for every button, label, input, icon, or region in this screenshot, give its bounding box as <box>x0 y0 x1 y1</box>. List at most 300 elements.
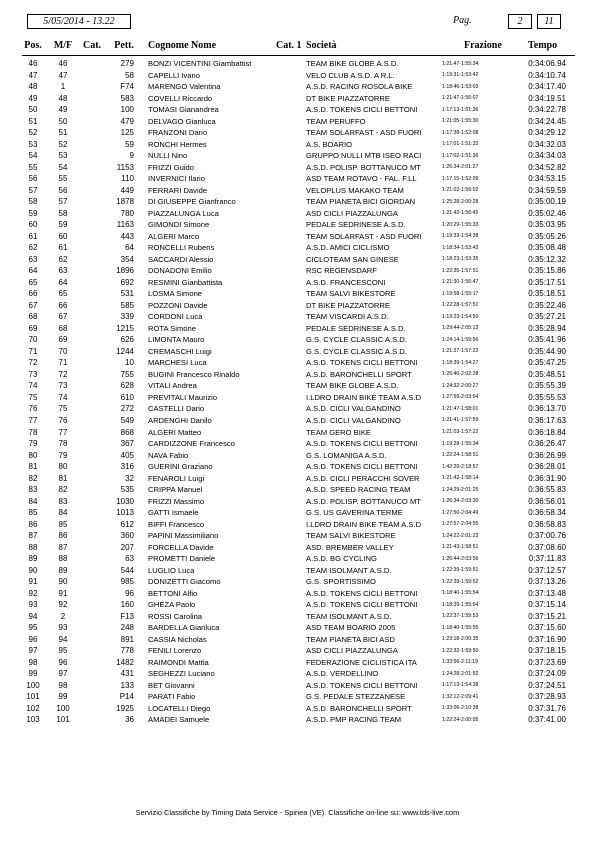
row-frazione: 1:21:05-1:55:30 <box>442 118 479 125</box>
row-tempo: 0:34:52.82 <box>528 162 566 172</box>
col-cat: Cat. <box>83 40 102 51</box>
row-societa: TEAM ISOLMANT A.S.D. <box>306 565 392 575</box>
table-row <box>0 334 595 346</box>
row-pos: 88 <box>28 542 38 552</box>
row-pett: 692 <box>120 277 134 287</box>
col-mf: M/F <box>53 40 73 51</box>
row-mf: 68 <box>58 323 68 333</box>
row-pos: 89 <box>28 554 38 564</box>
row-pos: 103 <box>26 715 40 725</box>
row-societa: A.S.D. BARONCHELLI SPORT <box>306 369 412 379</box>
row-frazione: 1:25:28-2:00:28 <box>442 198 479 205</box>
row-tempo: 0:34:53.15 <box>528 174 566 184</box>
row-mf: 57 <box>58 197 68 207</box>
table-row <box>0 242 595 254</box>
row-pett: 1925 <box>116 703 134 713</box>
row-pett: 367 <box>120 439 134 449</box>
row-pett: 133 <box>120 680 134 690</box>
row-nome: MARCHESI Luca <box>148 358 207 368</box>
row-mf: 94 <box>58 634 68 644</box>
row-societa: A.S.D. TOKENS CICLI BETTONI <box>306 588 418 598</box>
row-pett: 778 <box>120 646 134 656</box>
row-societa: A.S.D. TOKENS CICLI BETTONI <box>306 462 418 472</box>
row-frazione: 1:18:39-1:55:54 <box>442 601 479 608</box>
table-row <box>0 507 595 519</box>
row-mf: 92 <box>58 600 68 610</box>
row-mf: 62 <box>58 254 68 264</box>
table-row <box>0 300 595 312</box>
row-frazione: 1:26:34-2:03:30 <box>442 498 479 505</box>
row-pos: 68 <box>28 312 38 322</box>
row-nome: FRIZZI Massimo <box>148 496 205 506</box>
row-tempo: 0:37:15.21 <box>528 611 566 621</box>
row-pos: 80 <box>28 450 38 460</box>
row-mf: 53 <box>58 151 68 161</box>
row-mf: 50 <box>58 116 68 126</box>
table-row <box>0 265 595 277</box>
row-pett: 207 <box>120 542 134 552</box>
table-header <box>0 40 595 54</box>
row-frazione: 1:22:24-2:00:05 <box>442 716 479 723</box>
row-nome: SEGHEZZI Luciano <box>148 669 215 679</box>
table-row <box>0 139 595 151</box>
row-nome: FORCELLA Davide <box>148 542 214 552</box>
row-pett: 626 <box>120 335 134 345</box>
row-pos: 48 <box>28 82 38 92</box>
row-nome: ALGERI Matteo <box>148 427 202 437</box>
row-mf: 89 <box>58 565 68 575</box>
col-nome: Cognome Nome <box>148 40 217 51</box>
row-nome: BIFFI Francesco <box>148 519 205 529</box>
row-tempo: 0:35:08.48 <box>528 243 566 253</box>
table-row <box>0 346 595 358</box>
row-pett: 64 <box>125 243 134 253</box>
row-frazione: 1:19:23-1:54:50 <box>442 313 479 320</box>
row-societa: TEAM SALVI BIKESTORE <box>306 289 396 299</box>
row-pett: 110 <box>121 174 134 184</box>
row-mf: 100 <box>56 703 70 713</box>
row-mf: 74 <box>58 392 68 402</box>
row-mf: 59 <box>58 220 68 230</box>
table-row <box>0 323 595 335</box>
row-nome: BET Giovanni <box>148 680 195 690</box>
row-tempo: 0:34:34.03 <box>528 151 566 161</box>
row-pos: 60 <box>28 220 38 230</box>
table-row <box>0 645 595 657</box>
row-pett: 628 <box>120 381 134 391</box>
row-pett: 125 <box>120 128 134 138</box>
row-tempo: 0:36:28.01 <box>528 462 566 472</box>
row-pos: 51 <box>28 116 38 126</box>
row-nome: FRANZONI Dario <box>148 128 208 138</box>
row-pett: 59 <box>125 139 134 149</box>
row-societa: A.S.D. TOKENS CICLI BETTONI <box>306 105 418 115</box>
row-tempo: 0:35:47.25 <box>528 358 566 368</box>
row-tempo: 0:35:44.90 <box>528 346 566 356</box>
table-row <box>0 162 595 174</box>
table-row <box>0 496 595 508</box>
row-pett: 96 <box>125 588 134 598</box>
row-mf: 65 <box>58 289 68 299</box>
row-mf: 77 <box>58 427 68 437</box>
row-societa: A.S.D. POLISP. BOTTANUCO MT <box>306 496 421 506</box>
col-cat1: Cat. 1 <box>276 40 302 51</box>
row-tempo: 0:36:58.34 <box>528 508 566 518</box>
row-pos: 56 <box>28 174 38 184</box>
row-pos: 92 <box>28 588 38 598</box>
row-tempo: 0:36:26.47 <box>528 439 566 449</box>
row-pos: 102 <box>26 703 40 713</box>
row-pos: 46 <box>28 59 38 68</box>
row-societa: A.S.D. TOKENS CICLI BETTONI <box>306 358 418 368</box>
footer-credit: Servizio Classifiche by Timing Data Service - Spinea (VE). Classifiche on-line su: www.tds-live.com <box>135 808 460 817</box>
row-nome: POZZONI Davide <box>148 300 208 310</box>
row-societa: CICLOTEAM SAN GINESE <box>306 254 399 264</box>
row-pett: 58 <box>125 70 134 80</box>
row-pett: 1163 <box>116 220 134 230</box>
row-societa: FEDERAZIONE CICLISTICA ITA <box>306 657 417 667</box>
table-row <box>0 657 595 669</box>
row-frazione: 1:21:02-1:56:02 <box>442 187 479 194</box>
row-tempo: 0:37:13.26 <box>528 577 566 587</box>
row-frazione: 1:18:34-1:53:43 <box>442 244 479 251</box>
row-frazione: 1:27:57-2:04:55 <box>442 521 479 528</box>
row-pos: 86 <box>28 519 38 529</box>
row-societa: A.S. BOARIO <box>306 139 352 149</box>
row-pett: 339 <box>120 312 134 322</box>
row-societa: DT BIKE PIAZZATORRE <box>306 300 390 310</box>
row-tempo: 0:36:56.01 <box>528 496 566 506</box>
row-pos: 74 <box>28 381 38 391</box>
row-pett: 610 <box>120 392 134 402</box>
row-societa: DT BIKE PIAZZATORRE <box>306 93 390 103</box>
row-pos: 84 <box>28 496 38 506</box>
row-tempo: 0:37:11.83 <box>528 554 566 564</box>
row-societa: A.S.D. TOKENS CICLI BETTONI <box>306 680 418 690</box>
row-tempo: 0:35:12.32 <box>528 254 566 264</box>
row-pos: 73 <box>28 369 38 379</box>
row-tempo: 0:35:02.46 <box>528 208 566 218</box>
row-frazione: 1:21:47-1:56:07 <box>442 95 479 102</box>
row-tempo: 0:35:00.19 <box>528 197 566 207</box>
row-pos: 63 <box>28 254 38 264</box>
row-societa: TEAM SOLARFAST - ASD FUORI <box>306 128 422 138</box>
row-societa: TEAM SOLARFAST - ASD FUORI <box>306 231 422 241</box>
row-pett: 1482 <box>116 657 134 667</box>
table-row <box>0 58 595 70</box>
row-pos: 99 <box>28 669 38 679</box>
row-pett: 443 <box>120 231 134 241</box>
row-nome: CREMASCHI Luigi <box>148 346 212 356</box>
row-pett: 1215 <box>116 323 134 333</box>
row-pett: 1896 <box>116 266 134 276</box>
row-tempo: 0:35:48.51 <box>528 369 566 379</box>
row-nome: INVERNICI Ilario <box>148 174 205 184</box>
row-tempo: 0:36:26.99 <box>528 450 566 460</box>
row-societa: TEAM BIKE GLOBE A.S.D. <box>306 59 399 68</box>
row-mf: 96 <box>58 657 68 667</box>
row-frazione: 1:22:24-1:58:51 <box>442 452 479 459</box>
row-nome: CARDIZZONE Francesco <box>148 439 235 449</box>
col-pett: Pett. <box>114 40 134 51</box>
row-tempo: 0:37:28.93 <box>528 692 566 702</box>
row-pett: 431 <box>120 669 134 679</box>
row-mf: 101 <box>56 715 70 725</box>
row-pos: 79 <box>28 439 38 449</box>
row-pett: 544 <box>120 565 134 575</box>
row-societa: A.S.D. CICLI PERACCHI SOVER <box>306 473 420 483</box>
row-frazione: 1:18:39-1:54:27 <box>442 359 479 366</box>
row-nome: CAPELLI Ivano <box>148 70 200 80</box>
row-pos: 49 <box>28 93 38 103</box>
row-nome: DONADONI Emilio <box>148 266 212 276</box>
table-row <box>0 450 595 462</box>
row-tempo: 0:34:19.51 <box>528 93 566 103</box>
row-nome: SACCARDI Alessio <box>148 254 214 264</box>
row-nome: GIMONDI Simone <box>148 220 210 230</box>
row-frazione: 1:24:28-2:01:52 <box>442 670 479 677</box>
col-tempo: Tempo <box>528 40 558 51</box>
table-row <box>0 380 595 392</box>
row-nome: GATTI Ismaele <box>148 508 199 518</box>
row-nome: ARDENGHI Danilo <box>148 415 212 425</box>
table-row <box>0 357 595 369</box>
row-pett: 405 <box>120 450 134 460</box>
row-tempo: 0:34:17.40 <box>528 82 566 92</box>
row-societa: PEDALE SEDRINESE A.S.D. <box>306 323 406 333</box>
row-societa: A.S.D. RACING ROSOLA BIKE <box>306 82 413 92</box>
row-societa: A.S.D. TOKENS CICLI BETTONI <box>306 600 418 610</box>
col-societa: Società <box>306 40 337 51</box>
row-societa: A.S.D. BARONCHELLI SPORT <box>306 703 412 713</box>
row-pos: 100 <box>26 680 40 690</box>
row-tempo: 0:37:16.90 <box>528 634 566 644</box>
row-nome: VITALI Andrea <box>148 381 197 391</box>
row-mf: 61 <box>58 243 68 253</box>
table-row <box>0 288 595 300</box>
row-nome: CORDONI Luca <box>148 312 203 322</box>
row-nome: ROTA Simone <box>148 323 196 333</box>
row-tempo: 0:36:58.83 <box>528 519 566 529</box>
table-row <box>0 473 595 485</box>
row-frazione: 1:17:13-1:51:36 <box>442 106 479 113</box>
row-frazione: 1:21:03-1:57:22 <box>442 429 479 435</box>
row-pos: 82 <box>28 473 38 483</box>
row-societa: ASD CICLI PIAZZALUNGA <box>306 208 398 218</box>
row-tempo: 0:37:15.14 <box>528 600 566 610</box>
row-mf: 46 <box>58 59 68 68</box>
row-tempo: 0:34:22.78 <box>528 105 566 115</box>
row-pos: 57 <box>28 185 38 195</box>
row-pett: 248 <box>120 623 134 633</box>
row-tempo: 0:35:27.21 <box>528 312 566 322</box>
row-societa: A.S.D. PMP RACING TEAM <box>306 715 402 725</box>
row-pett: 32 <box>125 473 134 483</box>
row-societa: TEAM VISCARDI A.S.D. <box>306 312 389 322</box>
row-tempo: 0:35:55.53 <box>528 392 566 402</box>
row-tempo: 0:35:28.94 <box>528 323 566 333</box>
row-nome: LOSMA Simone <box>148 289 203 299</box>
table-row <box>0 461 595 473</box>
row-nome: AMADEI Samuele <box>148 715 210 725</box>
row-pett: 891 <box>120 634 134 644</box>
row-pett: 985 <box>120 577 134 587</box>
row-frazione: 1:33:56-2:11:19 <box>442 659 478 666</box>
row-frazione: 1:24:22-2:01:23 <box>442 532 479 539</box>
row-frazione: 1:21:43-1:58:51 <box>442 544 479 551</box>
table-row <box>0 565 595 577</box>
col-pos: Pos. <box>24 40 42 51</box>
row-pett: 1030 <box>116 496 134 506</box>
row-pos: 59 <box>28 208 38 218</box>
row-mf: 87 <box>58 542 68 552</box>
header-divider <box>22 55 575 56</box>
row-frazione: 1:21:42-1:58:14 <box>442 475 479 482</box>
row-frazione: 1:17:15-1:52:09 <box>442 175 479 182</box>
row-tempo: 0:35:55.39 <box>528 381 566 391</box>
row-pett: 780 <box>120 208 134 218</box>
row-pett: 449 <box>120 185 134 195</box>
col-frazione: Frazione <box>464 40 502 51</box>
row-frazione: 1:32:12-2:09:41 <box>442 693 479 700</box>
row-societa: GRUPPO NULLI MTB ISEO RACI <box>306 151 422 161</box>
row-pett: 1878 <box>116 197 134 207</box>
row-pos: 83 <box>28 485 38 495</box>
row-societa: G.S. CYCLE CLASSIC A.S.D. <box>306 335 407 345</box>
row-mf: 99 <box>58 692 68 702</box>
row-societa: RSC REGENSDARF <box>306 266 377 276</box>
row-pett: 9 <box>129 151 134 161</box>
row-societa: G.S. US GAVERINA TERME <box>306 508 403 518</box>
row-mf: 88 <box>58 554 68 564</box>
table-row <box>0 104 595 116</box>
row-pett: 535 <box>120 485 134 495</box>
row-mf: 79 <box>58 450 68 460</box>
row-frazione: 1:21:47-1:55:34 <box>442 60 479 67</box>
row-mf: 80 <box>58 462 68 472</box>
page-current: 2 <box>508 14 532 29</box>
row-societa: TEAM GERO BIKE <box>306 427 371 437</box>
row-frazione: 1:22:28-1:57:51 <box>442 302 479 309</box>
row-nome: FENAROLI Luigi <box>148 473 205 483</box>
row-tempo: 0:34:06.94 <box>528 59 566 68</box>
row-nome: RAIMONDI Mattia <box>148 657 209 667</box>
row-societa: I.LDRO DRAIN BIKE TEAM A.S.D <box>306 392 422 402</box>
row-societa: G.S. PEDALE STEZZANESE <box>306 692 406 702</box>
row-societa: A.S.D. CICLI VALGANDINO <box>306 404 401 414</box>
row-tempo: 0:35:18.51 <box>528 289 566 299</box>
row-pett: 10 <box>125 358 134 368</box>
row-pett: 354 <box>120 254 134 264</box>
row-tempo: 0:35:15.86 <box>528 266 566 276</box>
row-nome: NAVA Fabio <box>148 450 189 460</box>
row-nome: GUERINI Graziano <box>148 462 213 472</box>
table-row <box>0 668 595 680</box>
row-societa: ASD TEAM BOARIO 2005 <box>306 623 396 633</box>
row-pett: 63 <box>125 554 134 564</box>
row-pett: 316 <box>120 462 134 472</box>
table-row <box>0 277 595 289</box>
row-mf: 84 <box>58 508 68 518</box>
row-nome: LUGLIO Luca <box>148 565 195 575</box>
row-pos: 65 <box>28 277 38 287</box>
row-pett: 360 <box>120 531 134 541</box>
row-tempo: 0:36:55.83 <box>528 485 566 495</box>
row-frazione: 1:22:39-1:59:52 <box>442 578 479 585</box>
row-pos: 53 <box>28 139 38 149</box>
row-nome: LIMONTA Mauro <box>148 335 205 345</box>
row-nome: MARENGO Valentina <box>148 82 221 92</box>
row-mf: 54 <box>58 162 68 172</box>
table-row <box>0 208 595 220</box>
row-tempo: 0:37:31.76 <box>528 703 566 713</box>
table-row <box>0 369 595 381</box>
page-total: 11 <box>537 14 561 29</box>
row-frazione: 1:21:30-1:56:47 <box>442 279 479 286</box>
row-frazione: 1:27:50-2:04:49 <box>442 509 479 516</box>
row-pos: 90 <box>28 565 38 575</box>
row-frazione: 1:26:34-2:01:27 <box>442 164 479 171</box>
table-row <box>0 150 595 162</box>
table-row <box>0 93 595 105</box>
row-mf: 70 <box>58 346 68 356</box>
row-pos: 97 <box>28 646 38 656</box>
row-frazione: 1:26:44-2:03:56 <box>442 555 479 562</box>
row-mf: 71 <box>58 358 68 368</box>
row-mf: 95 <box>58 646 68 656</box>
row-tempo: 0:34:10.74 <box>528 70 566 80</box>
row-pos: 71 <box>28 346 38 356</box>
row-mf: 78 <box>58 439 68 449</box>
table-row <box>0 484 595 496</box>
row-nome: FENILI Lorenzo <box>148 646 202 656</box>
row-pett: 36 <box>125 715 134 725</box>
row-nome: CRIPPA Manuel <box>148 485 203 495</box>
row-nome: PREVITALI Maurizio <box>148 392 218 402</box>
row-nome: BETTONI Alfio <box>148 588 198 598</box>
row-tempo: 0:37:00.76 <box>528 531 566 541</box>
row-nome: COVELLI Riccardo <box>148 93 213 103</box>
row-mf: 72 <box>58 369 68 379</box>
row-pett: 531 <box>120 289 134 299</box>
row-mf: 86 <box>58 531 68 541</box>
table-row <box>0 611 595 623</box>
row-mf: 2 <box>60 611 66 621</box>
row-mf: 98 <box>58 680 68 690</box>
row-tempo: 0:37:18.15 <box>528 646 566 656</box>
row-pos: 64 <box>28 266 38 276</box>
row-mf: 83 <box>58 496 68 506</box>
row-pos: 47 <box>28 70 38 80</box>
row-pett: 755 <box>120 369 134 379</box>
row-mf: 55 <box>58 174 68 184</box>
row-nome: CASTELLI Dario <box>148 404 205 414</box>
row-mf: 91 <box>58 588 68 598</box>
table-row <box>0 519 595 531</box>
row-societa: A.S.D. VERDELLINO <box>306 669 379 679</box>
row-pett: 160 <box>120 600 134 610</box>
row-pos: 66 <box>28 289 38 299</box>
row-frazione: 1:26:40-2:02:28 <box>442 371 479 378</box>
row-frazione: 1:21:42-1:56:45 <box>442 210 479 217</box>
row-pos: 72 <box>28 358 38 368</box>
row-mf: 93 <box>58 623 68 633</box>
row-mf: 63 <box>58 266 68 276</box>
page-label: Pag. <box>453 15 472 26</box>
results-table <box>0 58 595 726</box>
row-mf: 73 <box>58 381 68 391</box>
row-nome: LOCATELLI Diego <box>148 703 211 713</box>
